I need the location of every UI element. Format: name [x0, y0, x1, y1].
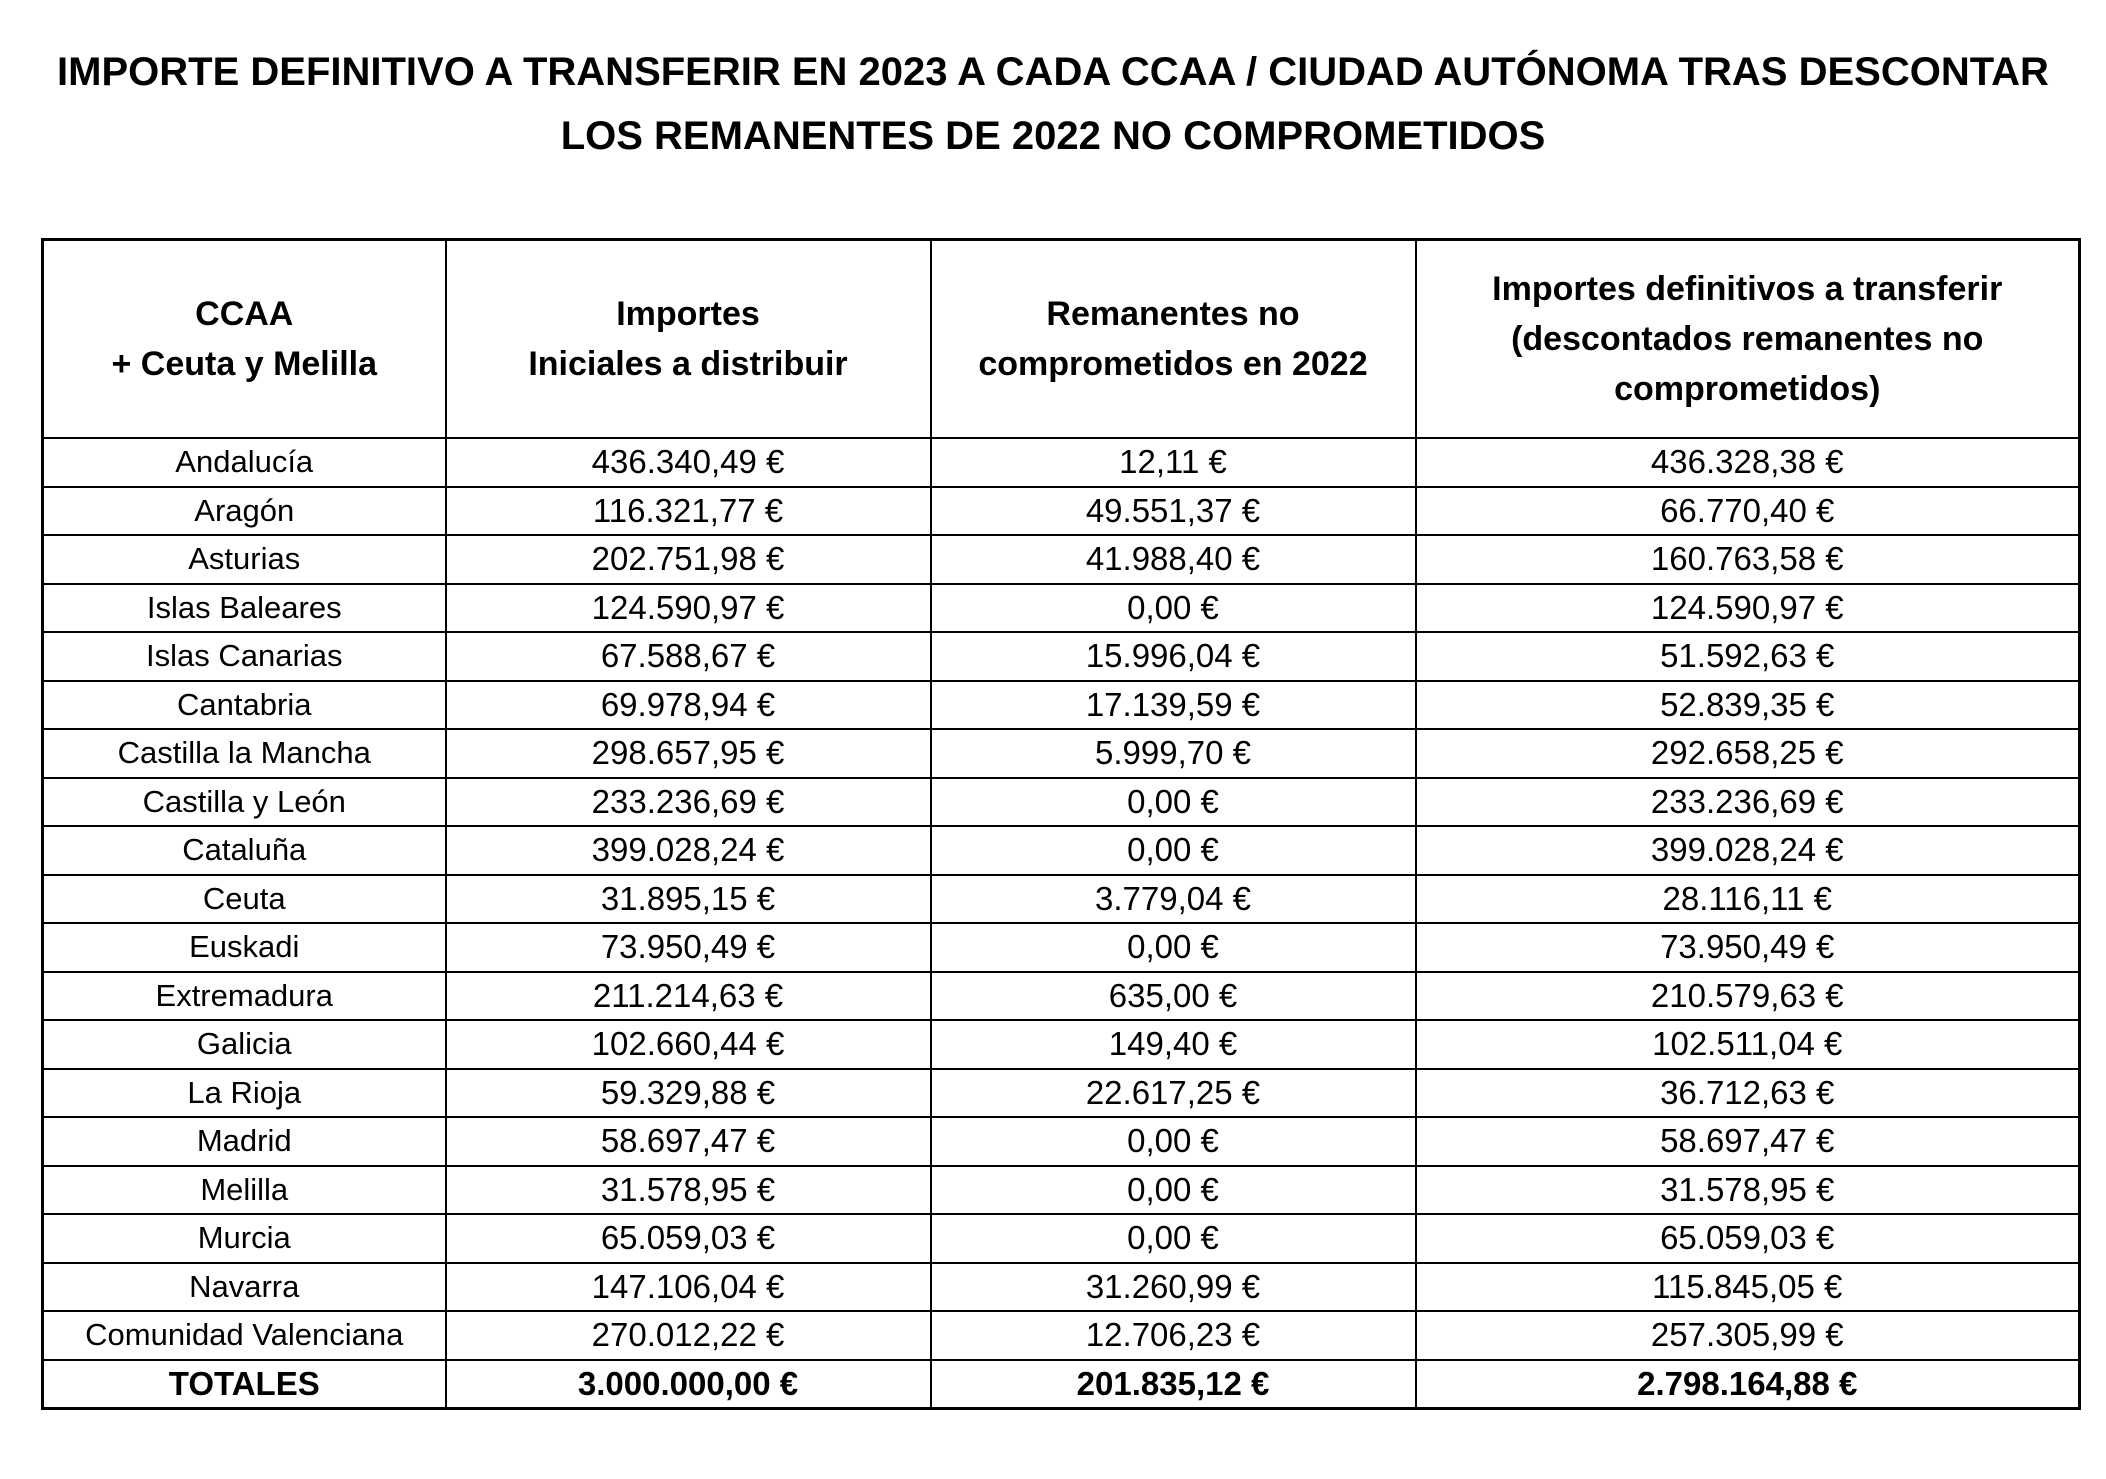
table-row	[43, 972, 2080, 1021]
cell-final-amount: 36.712,63 €	[1416, 1069, 2080, 1118]
header-remnants-line-1: Remanentes no	[1046, 295, 1300, 333]
cell-region: La Rioja	[43, 1069, 446, 1118]
cell-final-amount: 160.763,58 €	[1416, 535, 2080, 584]
cell-initial-amount: 73.950,49 €	[446, 923, 931, 972]
cell-remnant-amount: 49.551,37 €	[931, 487, 1416, 536]
cell-remnant-amount: 22.617,25 €	[931, 1069, 1416, 1118]
cell-final-amount: 51.592,63 €	[1416, 632, 2080, 681]
totals-initial: 3.000.000,00 €	[446, 1360, 931, 1409]
totals-row	[43, 1360, 2080, 1409]
cell-initial-amount: 102.660,44 €	[446, 1020, 931, 1069]
cell-final-amount: 52.839,35 €	[1416, 681, 2080, 730]
cell-initial-amount: 147.106,04 €	[446, 1263, 931, 1312]
header-ccaa-line-1: CCAA	[195, 295, 294, 333]
cell-initial-amount: 69.978,94 €	[446, 681, 931, 730]
cell-region: Comunidad Valenciana	[43, 1311, 446, 1360]
table-row	[43, 1214, 2080, 1263]
cell-final-amount: 210.579,63 €	[1416, 972, 2080, 1021]
cell-region: Murcia	[43, 1214, 446, 1263]
cell-final-amount: 115.845,05 €	[1416, 1263, 2080, 1312]
cell-remnant-amount: 0,00 €	[931, 923, 1416, 972]
cell-final-amount: 28.116,11 €	[1416, 875, 2080, 924]
cell-final-amount: 436.328,38 €	[1416, 438, 2080, 487]
cell-remnant-amount: 12.706,23 €	[931, 1311, 1416, 1360]
table-row	[43, 1263, 2080, 1312]
page-title	[0, 40, 2106, 168]
cell-remnant-amount: 0,00 €	[931, 1214, 1416, 1263]
header-initial-line-1: Importes	[616, 295, 760, 333]
header-final-amounts	[1416, 240, 2080, 439]
table-row	[43, 487, 2080, 536]
cell-region: Islas Baleares	[43, 584, 446, 633]
cell-remnant-amount: 3.779,04 €	[931, 875, 1416, 924]
cell-region: Asturias	[43, 535, 446, 584]
table-row	[43, 1166, 2080, 1215]
table-row	[43, 729, 2080, 778]
cell-final-amount: 124.590,97 €	[1416, 584, 2080, 633]
cell-region: Extremadura	[43, 972, 446, 1021]
table-row	[43, 875, 2080, 924]
cell-remnant-amount: 12,11 €	[931, 438, 1416, 487]
cell-final-amount: 31.578,95 €	[1416, 1166, 2080, 1215]
cell-final-amount: 66.770,40 €	[1416, 487, 2080, 536]
header-remnants	[931, 240, 1416, 439]
cell-region: Islas Canarias	[43, 632, 446, 681]
cell-region: Castilla y León	[43, 778, 446, 827]
cell-initial-amount: 211.214,63 €	[446, 972, 931, 1021]
table-header	[43, 240, 2080, 439]
cell-initial-amount: 65.059,03 €	[446, 1214, 931, 1263]
table-row	[43, 1020, 2080, 1069]
cell-region: Andalucía	[43, 438, 446, 487]
cell-initial-amount: 233.236,69 €	[446, 778, 931, 827]
cell-initial-amount: 298.657,95 €	[446, 729, 931, 778]
cell-remnant-amount: 0,00 €	[931, 778, 1416, 827]
totals-final: 2.798.164,88 €	[1416, 1360, 2080, 1409]
header-final-line-2: (descontados remanentes no	[1511, 320, 1984, 358]
cell-initial-amount: 31.578,95 €	[446, 1166, 931, 1215]
cell-remnant-amount: 41.988,40 €	[931, 535, 1416, 584]
cell-region: Cataluña	[43, 826, 446, 875]
cell-region: Navarra	[43, 1263, 446, 1312]
cell-initial-amount: 67.588,67 €	[446, 632, 931, 681]
totals-remnant: 201.835,12 €	[931, 1360, 1416, 1409]
table-row	[43, 535, 2080, 584]
header-final-line-3: comprometidos)	[1614, 370, 1881, 408]
cell-final-amount: 257.305,99 €	[1416, 1311, 2080, 1360]
cell-region: Castilla la Mancha	[43, 729, 446, 778]
cell-remnant-amount: 149,40 €	[931, 1020, 1416, 1069]
cell-remnant-amount: 0,00 €	[931, 826, 1416, 875]
table-row	[43, 438, 2080, 487]
table-row	[43, 826, 2080, 875]
table-row	[43, 1069, 2080, 1118]
header-final-line-1: Importes definitivos a transferir	[1492, 270, 2003, 308]
cell-final-amount: 102.511,04 €	[1416, 1020, 2080, 1069]
cell-initial-amount: 202.751,98 €	[446, 535, 931, 584]
cell-remnant-amount: 635,00 €	[931, 972, 1416, 1021]
table-row	[43, 1311, 2080, 1360]
cell-region: Ceuta	[43, 875, 446, 924]
header-initial-amounts	[446, 240, 931, 439]
cell-initial-amount: 399.028,24 €	[446, 826, 931, 875]
table-row	[43, 584, 2080, 633]
header-remnants-line-2: comprometidos en 2022	[978, 345, 1368, 383]
cell-initial-amount: 436.340,49 €	[446, 438, 931, 487]
cell-remnant-amount: 15.996,04 €	[931, 632, 1416, 681]
cell-remnant-amount: 0,00 €	[931, 1166, 1416, 1215]
cell-region: Cantabria	[43, 681, 446, 730]
table-row	[43, 632, 2080, 681]
cell-final-amount: 73.950,49 €	[1416, 923, 2080, 972]
cell-initial-amount: 31.895,15 €	[446, 875, 931, 924]
page-title-line-2: LOS REMANENTES DE 2022 NO COMPROMETIDOS	[560, 114, 1546, 158]
cell-initial-amount: 116.321,77 €	[446, 487, 931, 536]
cell-initial-amount: 124.590,97 €	[446, 584, 931, 633]
cell-initial-amount: 270.012,22 €	[446, 1311, 931, 1360]
cell-initial-amount: 58.697,47 €	[446, 1117, 931, 1166]
table-row	[43, 681, 2080, 730]
cell-region: Madrid	[43, 1117, 446, 1166]
page-title-line-1: IMPORTE DEFINITIVO A TRANSFERIR EN 2023 A CADA CCAA / CIUDAD AUTÓNOMA TRAS DESCONTAR	[57, 50, 2049, 94]
cell-region: Melilla	[43, 1166, 446, 1215]
header-row	[43, 240, 2080, 439]
cell-region: Galicia	[43, 1020, 446, 1069]
header-initial-line-2: Iniciales a distribuir	[528, 345, 848, 383]
table-row	[43, 778, 2080, 827]
table-row	[43, 1117, 2080, 1166]
cell-region: Euskadi	[43, 923, 446, 972]
cell-remnant-amount: 0,00 €	[931, 584, 1416, 633]
header-ccaa	[43, 240, 446, 439]
cell-remnant-amount: 5.999,70 €	[931, 729, 1416, 778]
cell-remnant-amount: 0,00 €	[931, 1117, 1416, 1166]
cell-initial-amount: 59.329,88 €	[446, 1069, 931, 1118]
cell-final-amount: 65.059,03 €	[1416, 1214, 2080, 1263]
table-row	[43, 923, 2080, 972]
totals-label: TOTALES	[43, 1360, 446, 1409]
cell-final-amount: 58.697,47 €	[1416, 1117, 2080, 1166]
header-ccaa-line-2: + Ceuta y Melilla	[111, 345, 377, 383]
cell-final-amount: 233.236,69 €	[1416, 778, 2080, 827]
transfer-table	[41, 238, 2081, 1410]
cell-final-amount: 292.658,25 €	[1416, 729, 2080, 778]
cell-remnant-amount: 17.139,59 €	[931, 681, 1416, 730]
table-body	[43, 438, 2080, 1409]
cell-region: Aragón	[43, 487, 446, 536]
cell-final-amount: 399.028,24 €	[1416, 826, 2080, 875]
cell-remnant-amount: 31.260,99 €	[931, 1263, 1416, 1312]
